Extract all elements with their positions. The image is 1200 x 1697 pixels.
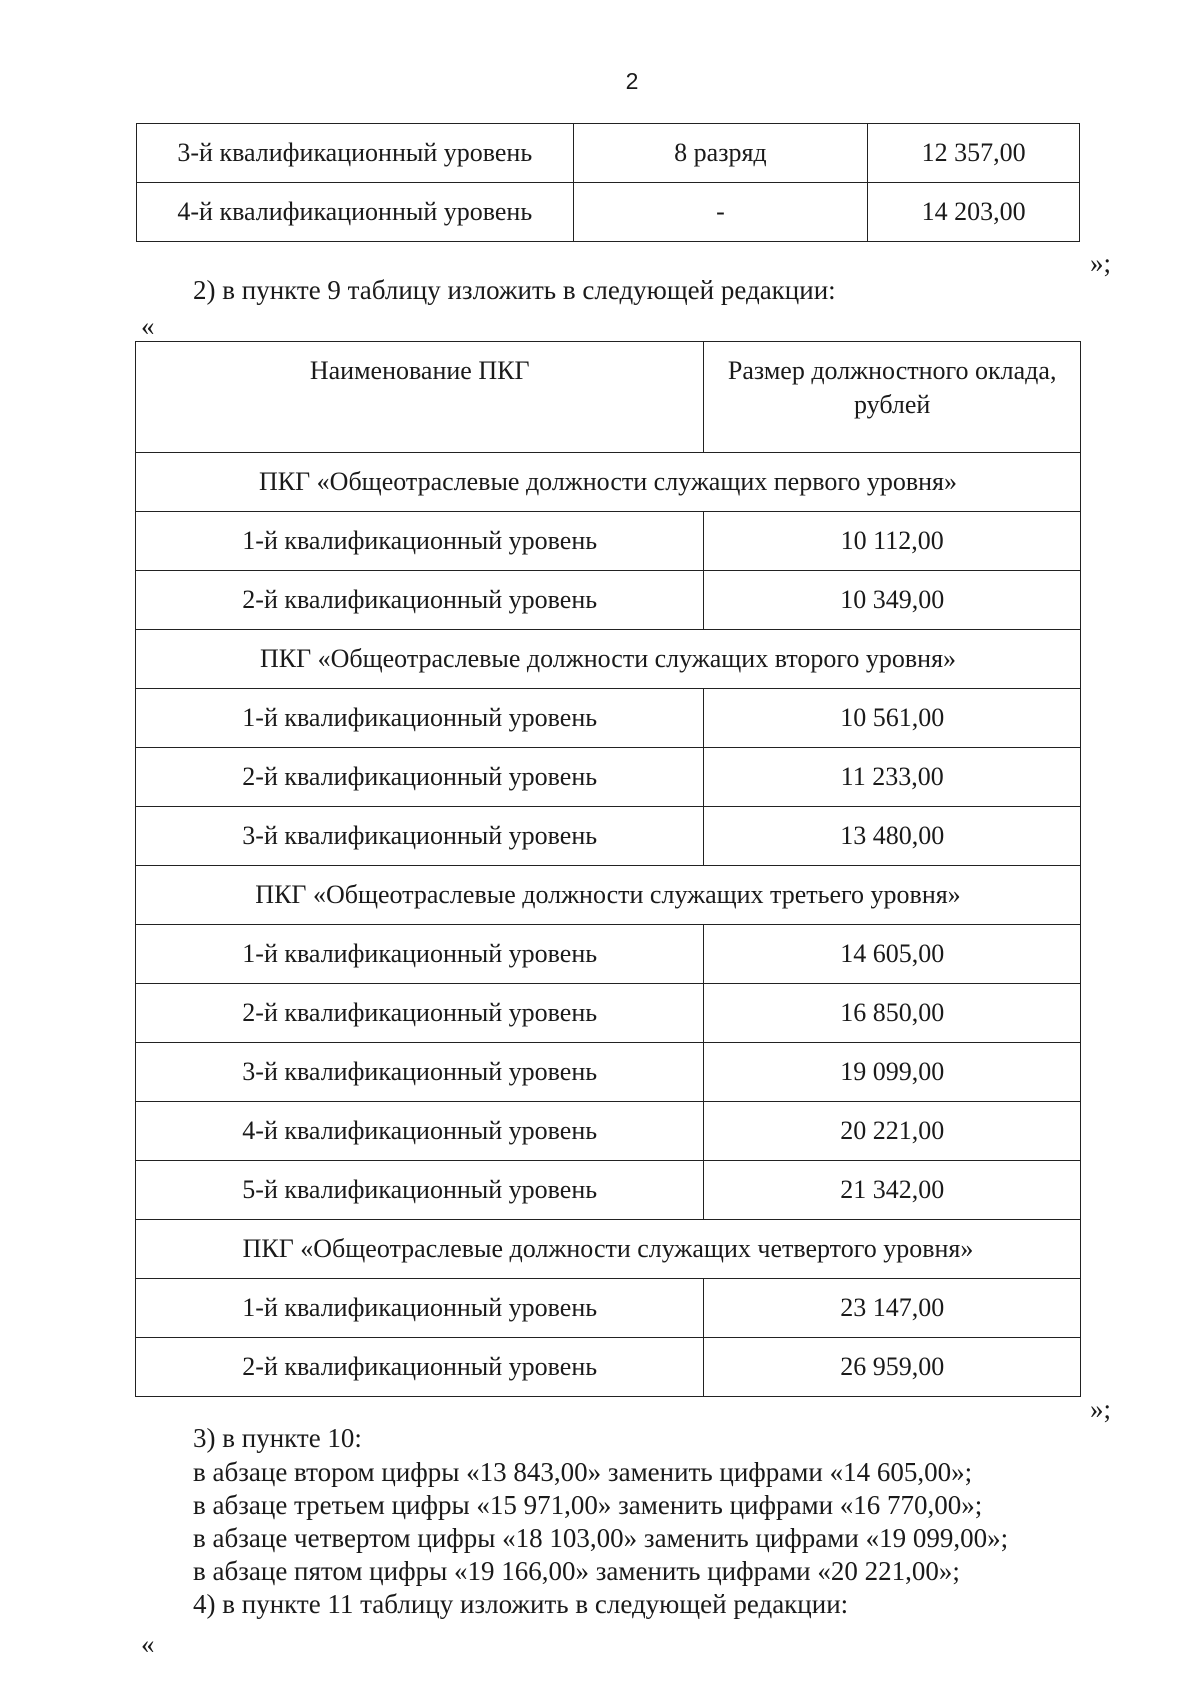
group-title-row	[136, 866, 1081, 925]
item-2-text: 2) в пункте 9 таблицу изложить в следующей редакции:	[193, 275, 836, 305]
level-cell: 3-й квалификационный уровень	[137, 124, 574, 183]
grade-cell: 8 разряд	[573, 124, 868, 183]
item-3-line: в абзаце втором цифры «13 843,00» заменить цифрами «14 605,00»;	[193, 1457, 973, 1487]
item-3-line: в абзаце пятом цифры «19 166,00» заменить цифрами «20 221,00»;	[193, 1556, 960, 1586]
closing-quote: »;	[1090, 248, 1112, 278]
table-header-row	[136, 342, 1081, 453]
table-row	[136, 984, 1081, 1043]
level-cell: 2-й квалификационный уровень	[136, 571, 704, 630]
level-cell: 1-й квалификационный уровень	[136, 1279, 704, 1338]
salary-cell: 26 959,00	[704, 1338, 1081, 1397]
group-title-cell: ПКГ «Общеотраслевые должности служащих третьего уровня»	[136, 866, 1081, 925]
salary-cell: 21 342,00	[704, 1161, 1081, 1220]
table-row	[137, 124, 1080, 183]
salary-cell: 14 203,00	[868, 183, 1080, 242]
level-cell: 1-й квалификационный уровень	[136, 689, 704, 748]
table-row	[136, 689, 1081, 748]
level-cell: 3-й квалификационный уровень	[136, 807, 704, 866]
salary-cell: 13 480,00	[704, 807, 1081, 866]
level-cell: 1-й квалификационный уровень	[136, 512, 704, 571]
level-cell: 3-й квалификационный уровень	[136, 1043, 704, 1102]
salary-table	[135, 341, 1081, 1397]
group-title-cell: ПКГ «Общеотраслевые должности служащих четвертого уровня»	[136, 1220, 1081, 1279]
table-row	[136, 1161, 1081, 1220]
salary-cell: 19 099,00	[704, 1043, 1081, 1102]
opening-quote: «	[141, 1629, 155, 1659]
level-cell: 1-й квалификационный уровень	[136, 925, 704, 984]
salary-cell: 20 221,00	[704, 1102, 1081, 1161]
table-row	[136, 1338, 1081, 1397]
item-3-title: 3) в пункте 10:	[193, 1423, 362, 1453]
group-title-cell: ПКГ «Общеотраслевые должности служащих второго уровня»	[136, 630, 1081, 689]
level-cell: 2-й квалификационный уровень	[136, 1338, 704, 1397]
header-salary-cell: Размер должностного оклада, рублей	[704, 342, 1081, 453]
salary-cell: 10 349,00	[704, 571, 1081, 630]
salary-cell: 11 233,00	[704, 748, 1081, 807]
level-cell: 4-й квалификационный уровень	[137, 183, 574, 242]
grade-table	[136, 123, 1080, 242]
closing-quote: »;	[1090, 1394, 1112, 1424]
table-row	[136, 1102, 1081, 1161]
level-cell: 4-й квалификационный уровень	[136, 1102, 704, 1161]
table-row	[136, 1279, 1081, 1338]
grade-cell: -	[573, 183, 868, 242]
opening-quote: «	[141, 311, 155, 341]
salary-cell: 14 605,00	[704, 925, 1081, 984]
item-3-line: в абзаце третьем цифры «15 971,00» заменить цифрами «16 770,00»;	[193, 1490, 983, 1520]
level-cell: 2-й квалификационный уровень	[136, 748, 704, 807]
salary-cell: 12 357,00	[868, 124, 1080, 183]
group-title-row	[136, 453, 1081, 512]
salary-cell: 10 561,00	[704, 689, 1081, 748]
group-title-cell: ПКГ «Общеотраслевые должности служащих первого уровня»	[136, 453, 1081, 512]
level-cell: 2-й квалификационный уровень	[136, 984, 704, 1043]
table-row	[136, 1043, 1081, 1102]
table-row	[136, 925, 1081, 984]
salary-cell: 16 850,00	[704, 984, 1081, 1043]
table-row	[136, 807, 1081, 866]
table-row	[136, 512, 1081, 571]
table-row	[136, 748, 1081, 807]
salary-cell: 10 112,00	[704, 512, 1081, 571]
page-number: 2	[625, 68, 639, 94]
group-title-row	[136, 630, 1081, 689]
item-3-line: в абзаце четвертом цифры «18 103,00» заменить цифрами «19 099,00»;	[193, 1523, 1009, 1553]
salary-cell: 23 147,00	[704, 1279, 1081, 1338]
group-title-row	[136, 1220, 1081, 1279]
item-4-text: 4) в пункте 11 таблицу изложить в следующей редакции:	[193, 1589, 849, 1619]
header-name-cell: Наименование ПКГ	[136, 342, 704, 453]
level-cell: 5-й квалификационный уровень	[136, 1161, 704, 1220]
table-row	[137, 183, 1080, 242]
table-row	[136, 571, 1081, 630]
